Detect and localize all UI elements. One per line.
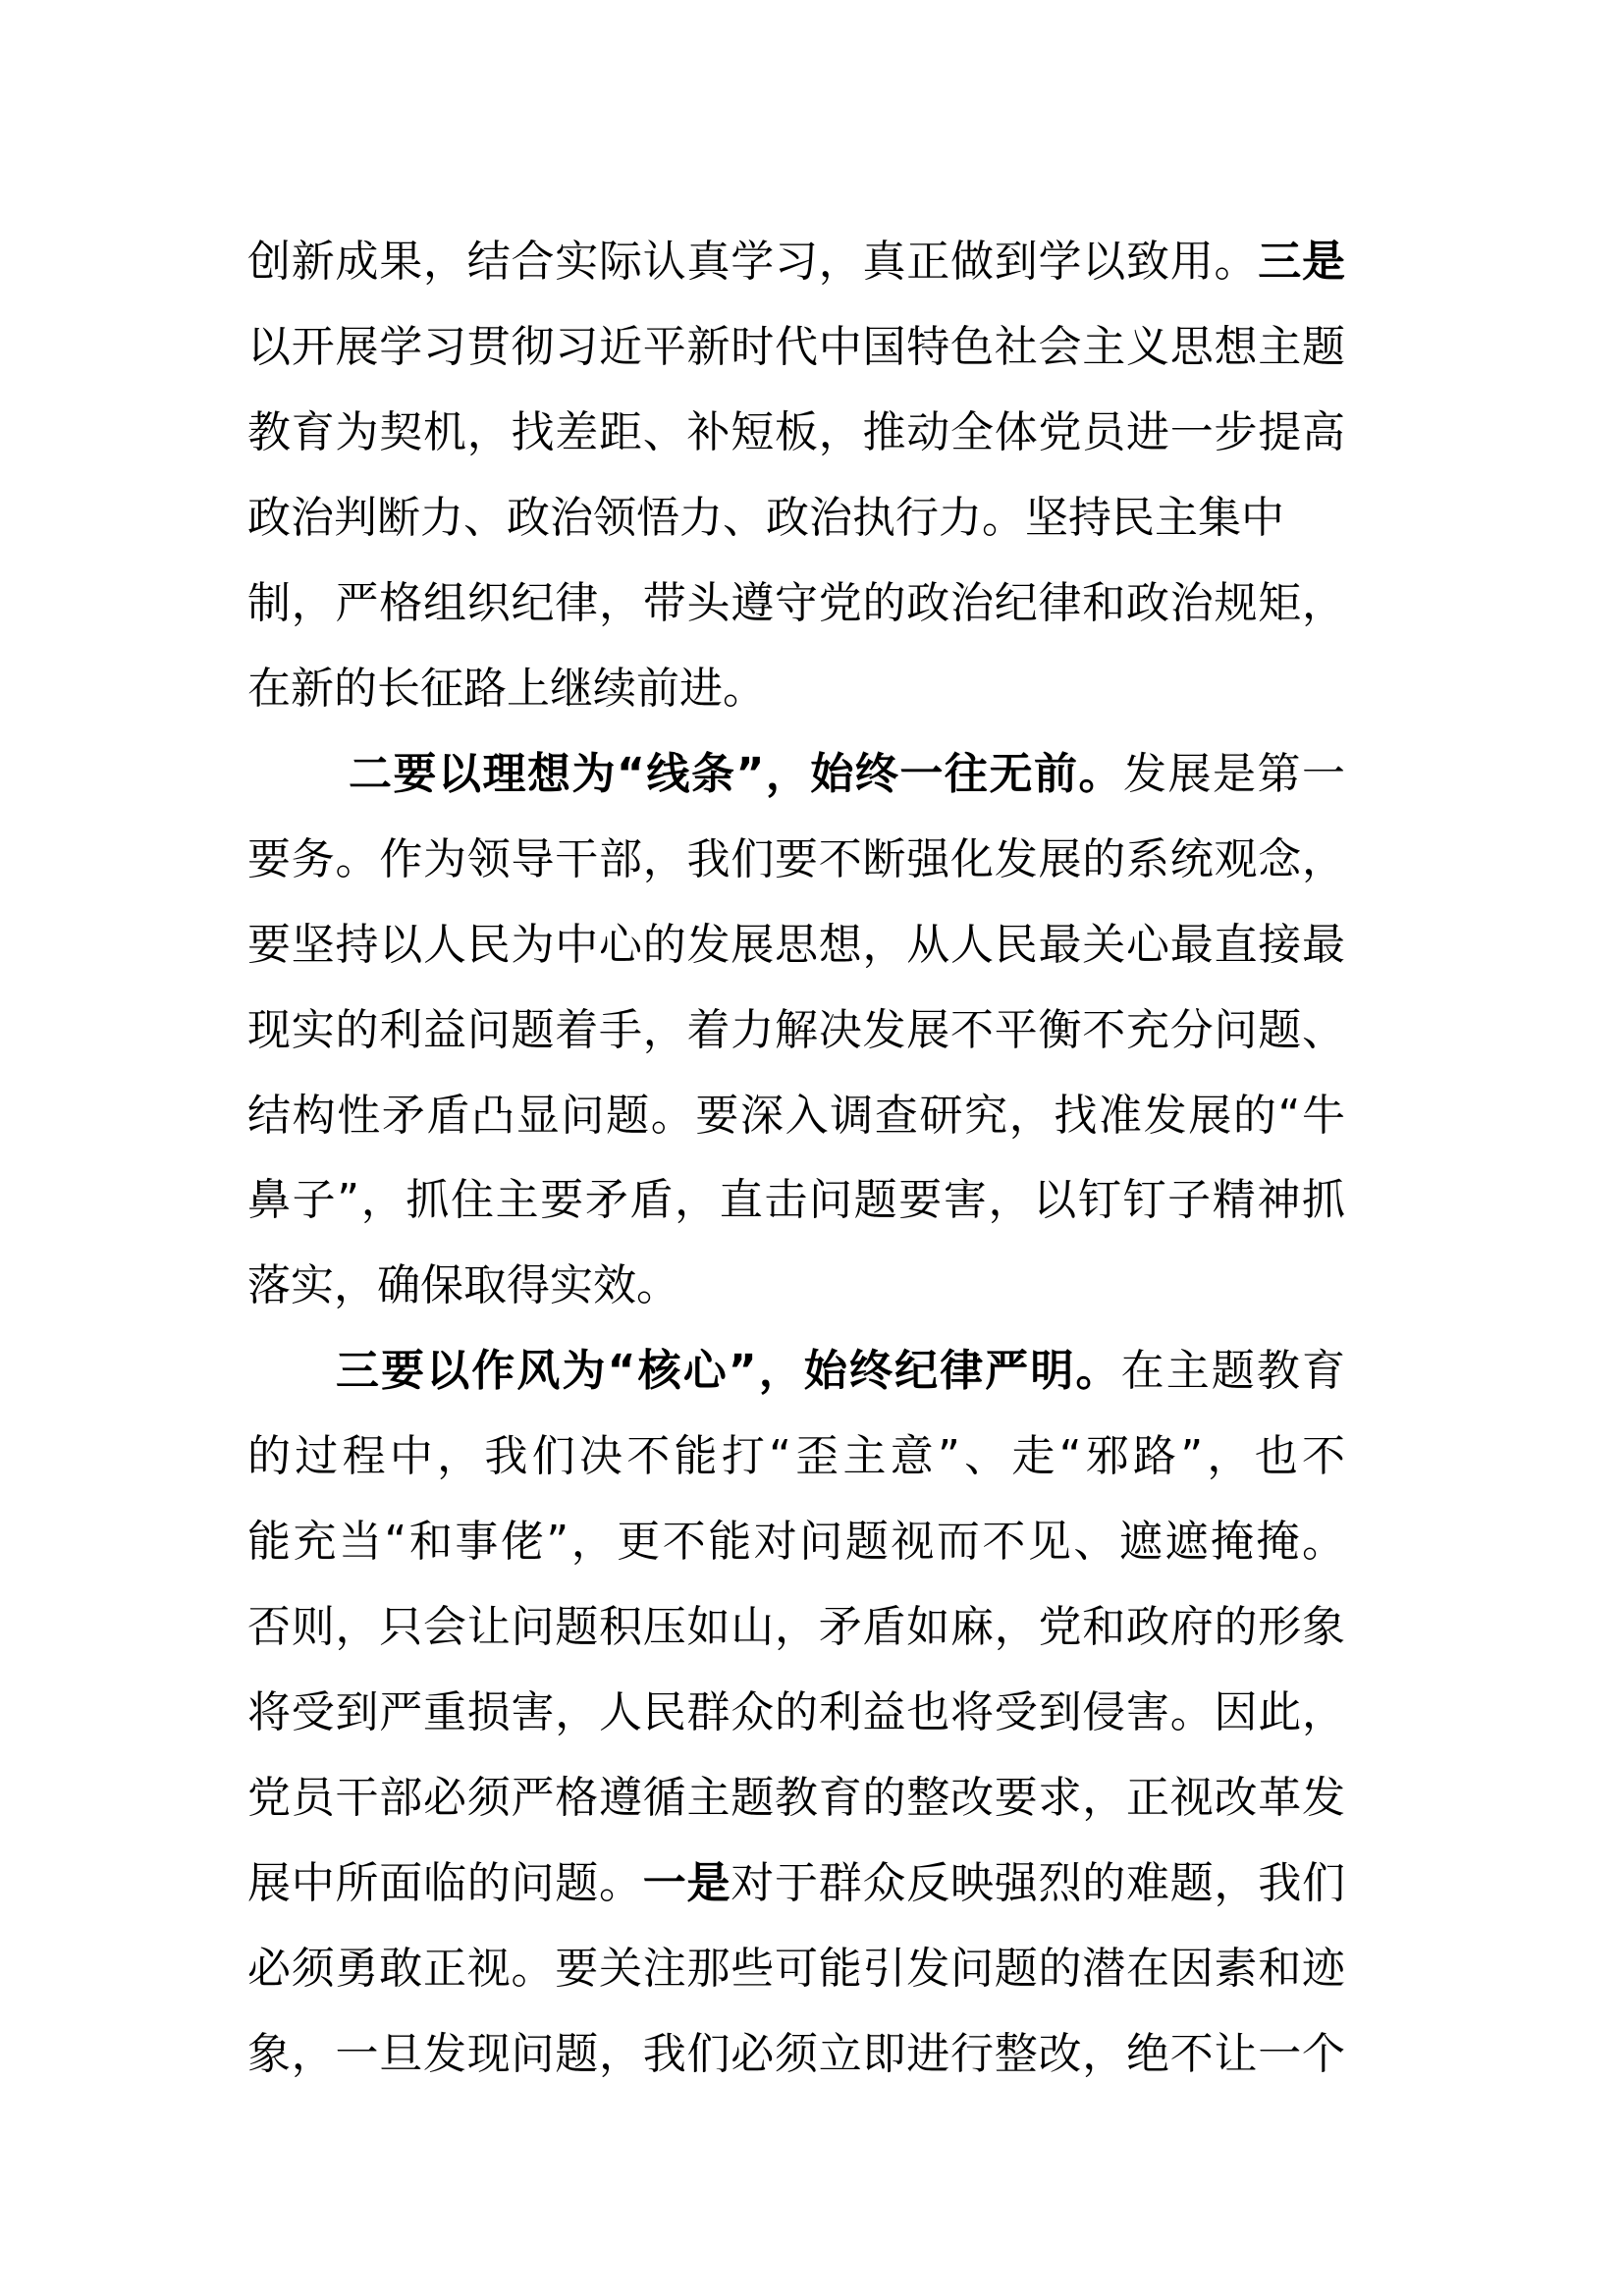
- bold-text-segment: 三要以作风为“核心”，始终纪律严明。: [336, 1346, 1121, 1397]
- paragraph-2-line: [247, 1171, 1345, 1230]
- text-segment: 的过程中，我们决不能打“歪主意”、走“邪路”，也不: [247, 1431, 1345, 1482]
- text-segment: 展中所面临的问题。: [247, 1858, 643, 1909]
- paragraph-2-line: [349, 745, 1345, 804]
- text-segment: 象，一旦发现问题，我们必须立即进行整改，绝不让一个: [247, 2028, 1345, 2079]
- paragraph-1-line: [247, 403, 1345, 462]
- paragraph-2-line: [247, 830, 1345, 889]
- text-segment: 教育为契机，找差距、补短板，推动全体党员进一步提高: [247, 406, 1345, 457]
- text-segment: 以开展学习贯彻习近平新时代中国特色社会主义思想主题: [247, 321, 1345, 372]
- paragraph-1-line: [247, 660, 1345, 719]
- text-segment: 现实的利益问题着手，着力解决发展不平衡不充分问题、: [247, 1004, 1345, 1055]
- text-segment: 要坚持以人民为中心的发展思想，从人民最关心最直接最: [247, 919, 1345, 970]
- text-segment: 将受到严重损害，人民群众的利益也将受到侵害。因此，: [247, 1687, 1345, 1738]
- paragraph-2-line: [247, 1256, 1345, 1315]
- paragraph-3-line: [247, 2025, 1345, 2084]
- paragraph-1-line: [247, 233, 1345, 292]
- paragraph-1-line: [247, 318, 1345, 377]
- text-segment: 对于群众反映强烈的难题，我们: [731, 1858, 1345, 1909]
- text-segment: 否则，只会让问题积压如山，矛盾如麻，党和政府的形象: [247, 1602, 1345, 1653]
- text-segment: 政治判断力、政治领悟力、政治执行力。坚持民主集中: [247, 492, 1284, 543]
- paragraph-3-line: [247, 1854, 1345, 1913]
- paragraph-3-line: [247, 1683, 1345, 1742]
- text-segment: 创新成果，结合实际认真学习，真正做到学以致用。: [247, 237, 1259, 287]
- paragraph-1-line: [247, 489, 1345, 548]
- text-segment: 结构性矛盾凸显问题。要深入调查研究，找准发展的“牛: [247, 1090, 1345, 1141]
- paragraph-3-line: [247, 1598, 1345, 1657]
- paragraph-3-line: [247, 1940, 1345, 1999]
- paragraph-3-line: [336, 1342, 1345, 1401]
- paragraph-2-line: [247, 1087, 1345, 1146]
- text-segment: 发展是第一: [1122, 748, 1345, 799]
- paragraph-1-line: [247, 574, 1345, 633]
- text-segment: 在主题教育: [1120, 1346, 1345, 1397]
- paragraph-2-line: [247, 916, 1345, 975]
- text-segment: 党员干部必须严格遵循主题教育的整改要求，正视改革发: [247, 1773, 1345, 1824]
- text-segment: 必须勇敢正视。要关注那些可能引发问题的潜在因素和迹: [247, 1944, 1345, 1994]
- text-segment: 要务。作为领导干部，我们要不断强化发展的系统观念，: [247, 833, 1345, 884]
- bold-text-segment: 三是: [1258, 237, 1345, 287]
- paragraph-2-line: [247, 1001, 1345, 1060]
- text-segment: 在新的长征路上继续前进。: [247, 663, 766, 714]
- bold-text-segment: 二要以理想为“线条”，始终一往无前。: [349, 748, 1123, 799]
- paragraph-3-line: [247, 1513, 1345, 1572]
- paragraph-3-line: [247, 1427, 1345, 1486]
- text-segment: 能充当“和事佬”，更不能对问题视而不见、遮遮掩掩。: [247, 1517, 1345, 1568]
- text-segment: 制，严格组织纪律，带头遵守党的政治纪律和政治规矩，: [247, 577, 1345, 628]
- text-segment: 鼻子”，抓住主要矛盾，直击问题要害，以钉钉子精神抓: [247, 1175, 1345, 1226]
- bold-text-segment: 一是: [642, 1858, 731, 1909]
- text-segment: 落实，确保取得实效。: [247, 1260, 679, 1311]
- paragraph-3-line: [247, 1769, 1345, 1828]
